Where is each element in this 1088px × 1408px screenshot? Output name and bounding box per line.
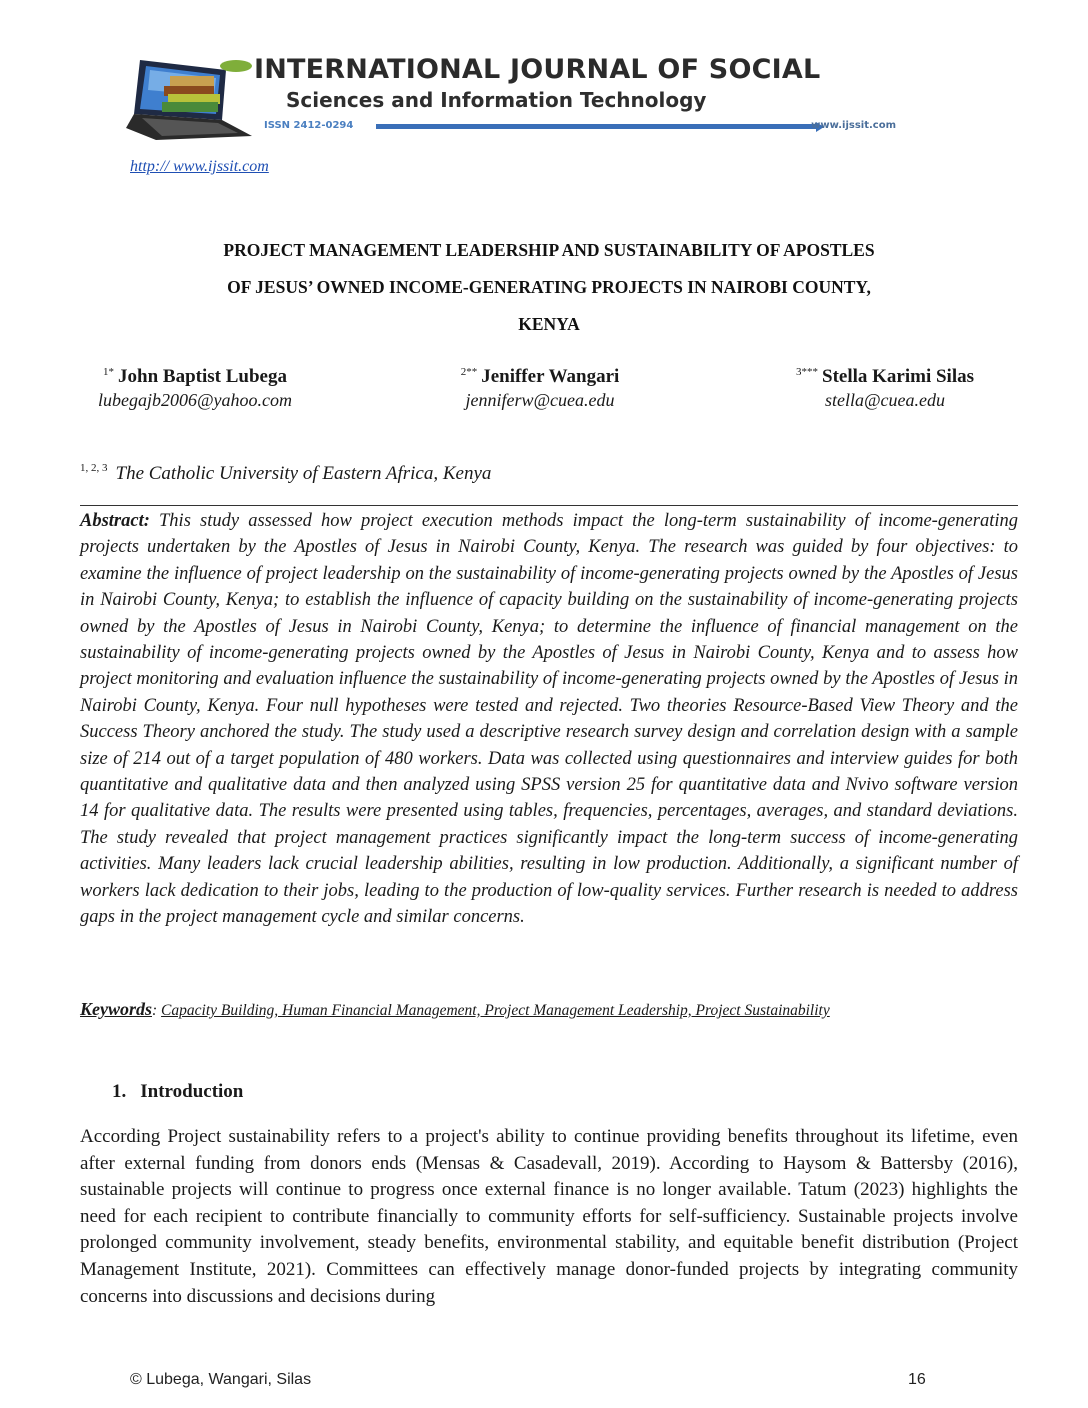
title-line: KENYA	[518, 314, 580, 334]
banner-website: www.ijssit.com	[811, 120, 896, 131]
section-number: 1.	[112, 1081, 127, 1102]
author-name: Jeniffer Wangari	[481, 366, 620, 387]
title-line: OF JESUS’ OWNED INCOME-GENERATING PROJECTS IN NAIROBI COUNTY,	[227, 277, 871, 297]
author-marker: 3***	[796, 366, 818, 378]
author-marker: 2**	[460, 366, 478, 378]
keywords-list: Capacity Building, Human Financial Management, Project Management Leadership, Project Sustainability	[161, 1002, 830, 1019]
author-email: jenniferw@cuea.edu	[465, 390, 615, 410]
author-3	[770, 366, 1000, 411]
affiliation-marker: 1, 2, 3	[80, 462, 108, 474]
banner-divider	[376, 124, 816, 129]
abstract	[80, 508, 1018, 931]
abstract-divider	[80, 505, 1018, 506]
title-line: PROJECT MANAGEMENT LEADERSHIP AND SUSTAINABILITY OF APOSTLES	[223, 240, 875, 260]
author-email: lubegajb2006@yahoo.com	[97, 390, 293, 410]
page-number: 16	[908, 1371, 926, 1388]
journal-link[interactable]: http:// www.ijssit.com	[130, 158, 269, 175]
author-name: Stella Karimi Silas	[822, 366, 974, 387]
issn-bar	[256, 120, 896, 134]
abstract-label: Abstract:	[80, 511, 150, 531]
journal-subtitle: Sciences and Information Technology	[286, 88, 707, 112]
footer-copyright: © Lubega, Wangari, Silas	[130, 1371, 312, 1388]
section-heading	[112, 1081, 243, 1103]
journal-banner	[126, 52, 896, 142]
affiliation-text: The Catholic University of Eastern Africa, Kenya	[115, 463, 492, 484]
journal-title: INTERNATIONAL JOURNAL OF SOCIAL	[254, 54, 821, 85]
introduction-text: According Project sustainability refers to a project's ability to continue providing benefits throughout its lifetime, even after external funding from donors ends (Mensas & Casadevall, 2019). According to Haysom & Battersby (2016), sustainable projects will continue to progress once external finance is no longer available. Tatum (2023) highlights the need for each recipient to contribute financially to community efforts for self-sufficiency. Sustainable projects involve prolonged community involvement, steady benefits, environmental stability, and equitable benefit distribution (Project Management Institute, 2021). Committees can effectively manage donor-funded projects by integrating community concerns into discussions and decisions during	[80, 1126, 1018, 1307]
author-email: stella@cuea.edu	[824, 390, 946, 410]
author-1	[80, 366, 310, 411]
affiliation	[80, 462, 491, 485]
section-title: Introduction	[140, 1081, 244, 1102]
author-name: John Baptist Lubega	[118, 366, 287, 387]
issn-number: ISSN 2412-0294	[264, 120, 354, 131]
author-2	[440, 366, 640, 411]
laptop-books-logo-icon	[126, 56, 254, 142]
abstract-text: This study assessed how project execution methods impact the long-term sustainability of income-generating projects undertaken by the Apostles of Jesus in Nairobi County, Kenya. The research was guided by four objectives: to examine the influence of project leadership on the sustainability of income-generating projects owned by the Apostles of Jesus in Nairobi County, Kenya; to establish the influence of capacity building on the sustainability of income-generating projects owned by the Apostles of Jesus in Nairobi County, Kenya; to determine the influence of financial management on the sustainability of income-generating projects owned by the Apostles of Jesus in Nairobi County, Kenya and to assess how project monitoring and evaluation influence the sustainability of income-generating projects owned by the Apostles of Jesus in Nairobi County, Kenya. Four null hypotheses were tested and rejected. Two theories Resource-Based View Theory and the Success Theory anchored the study. The study used a descriptive research survey design and correlation design with a sample size of 214 out of a target population of 480 workers. Data was collected using questionnaires and interview guides for both quantitative and qualitative data and then analyzed using SPSS version 25 for quantitative data and Nvivo software version 14 for qualitative data. The results were presented using tables, frequencies, percentages, averages, and standard deviations. The study revealed that project management practices significantly impact the long-term success of income-generating activities. Many leaders lack crucial leadership abilities, resulting in low production. Additionally, a significant number of workers lack dedication to their jobs, leading to the production of low-quality services. Further research is needed to address gaps in the project management cycle and similar concerns.	[80, 511, 1018, 928]
keywords: Keywords: Capacity Building, Human Financial Management, Project Management Leadership, Project Sustainability	[80, 999, 830, 1019]
keywords-label: Keywords	[80, 999, 152, 1019]
paper-title	[80, 232, 1018, 343]
author-marker: 1*	[103, 366, 115, 378]
